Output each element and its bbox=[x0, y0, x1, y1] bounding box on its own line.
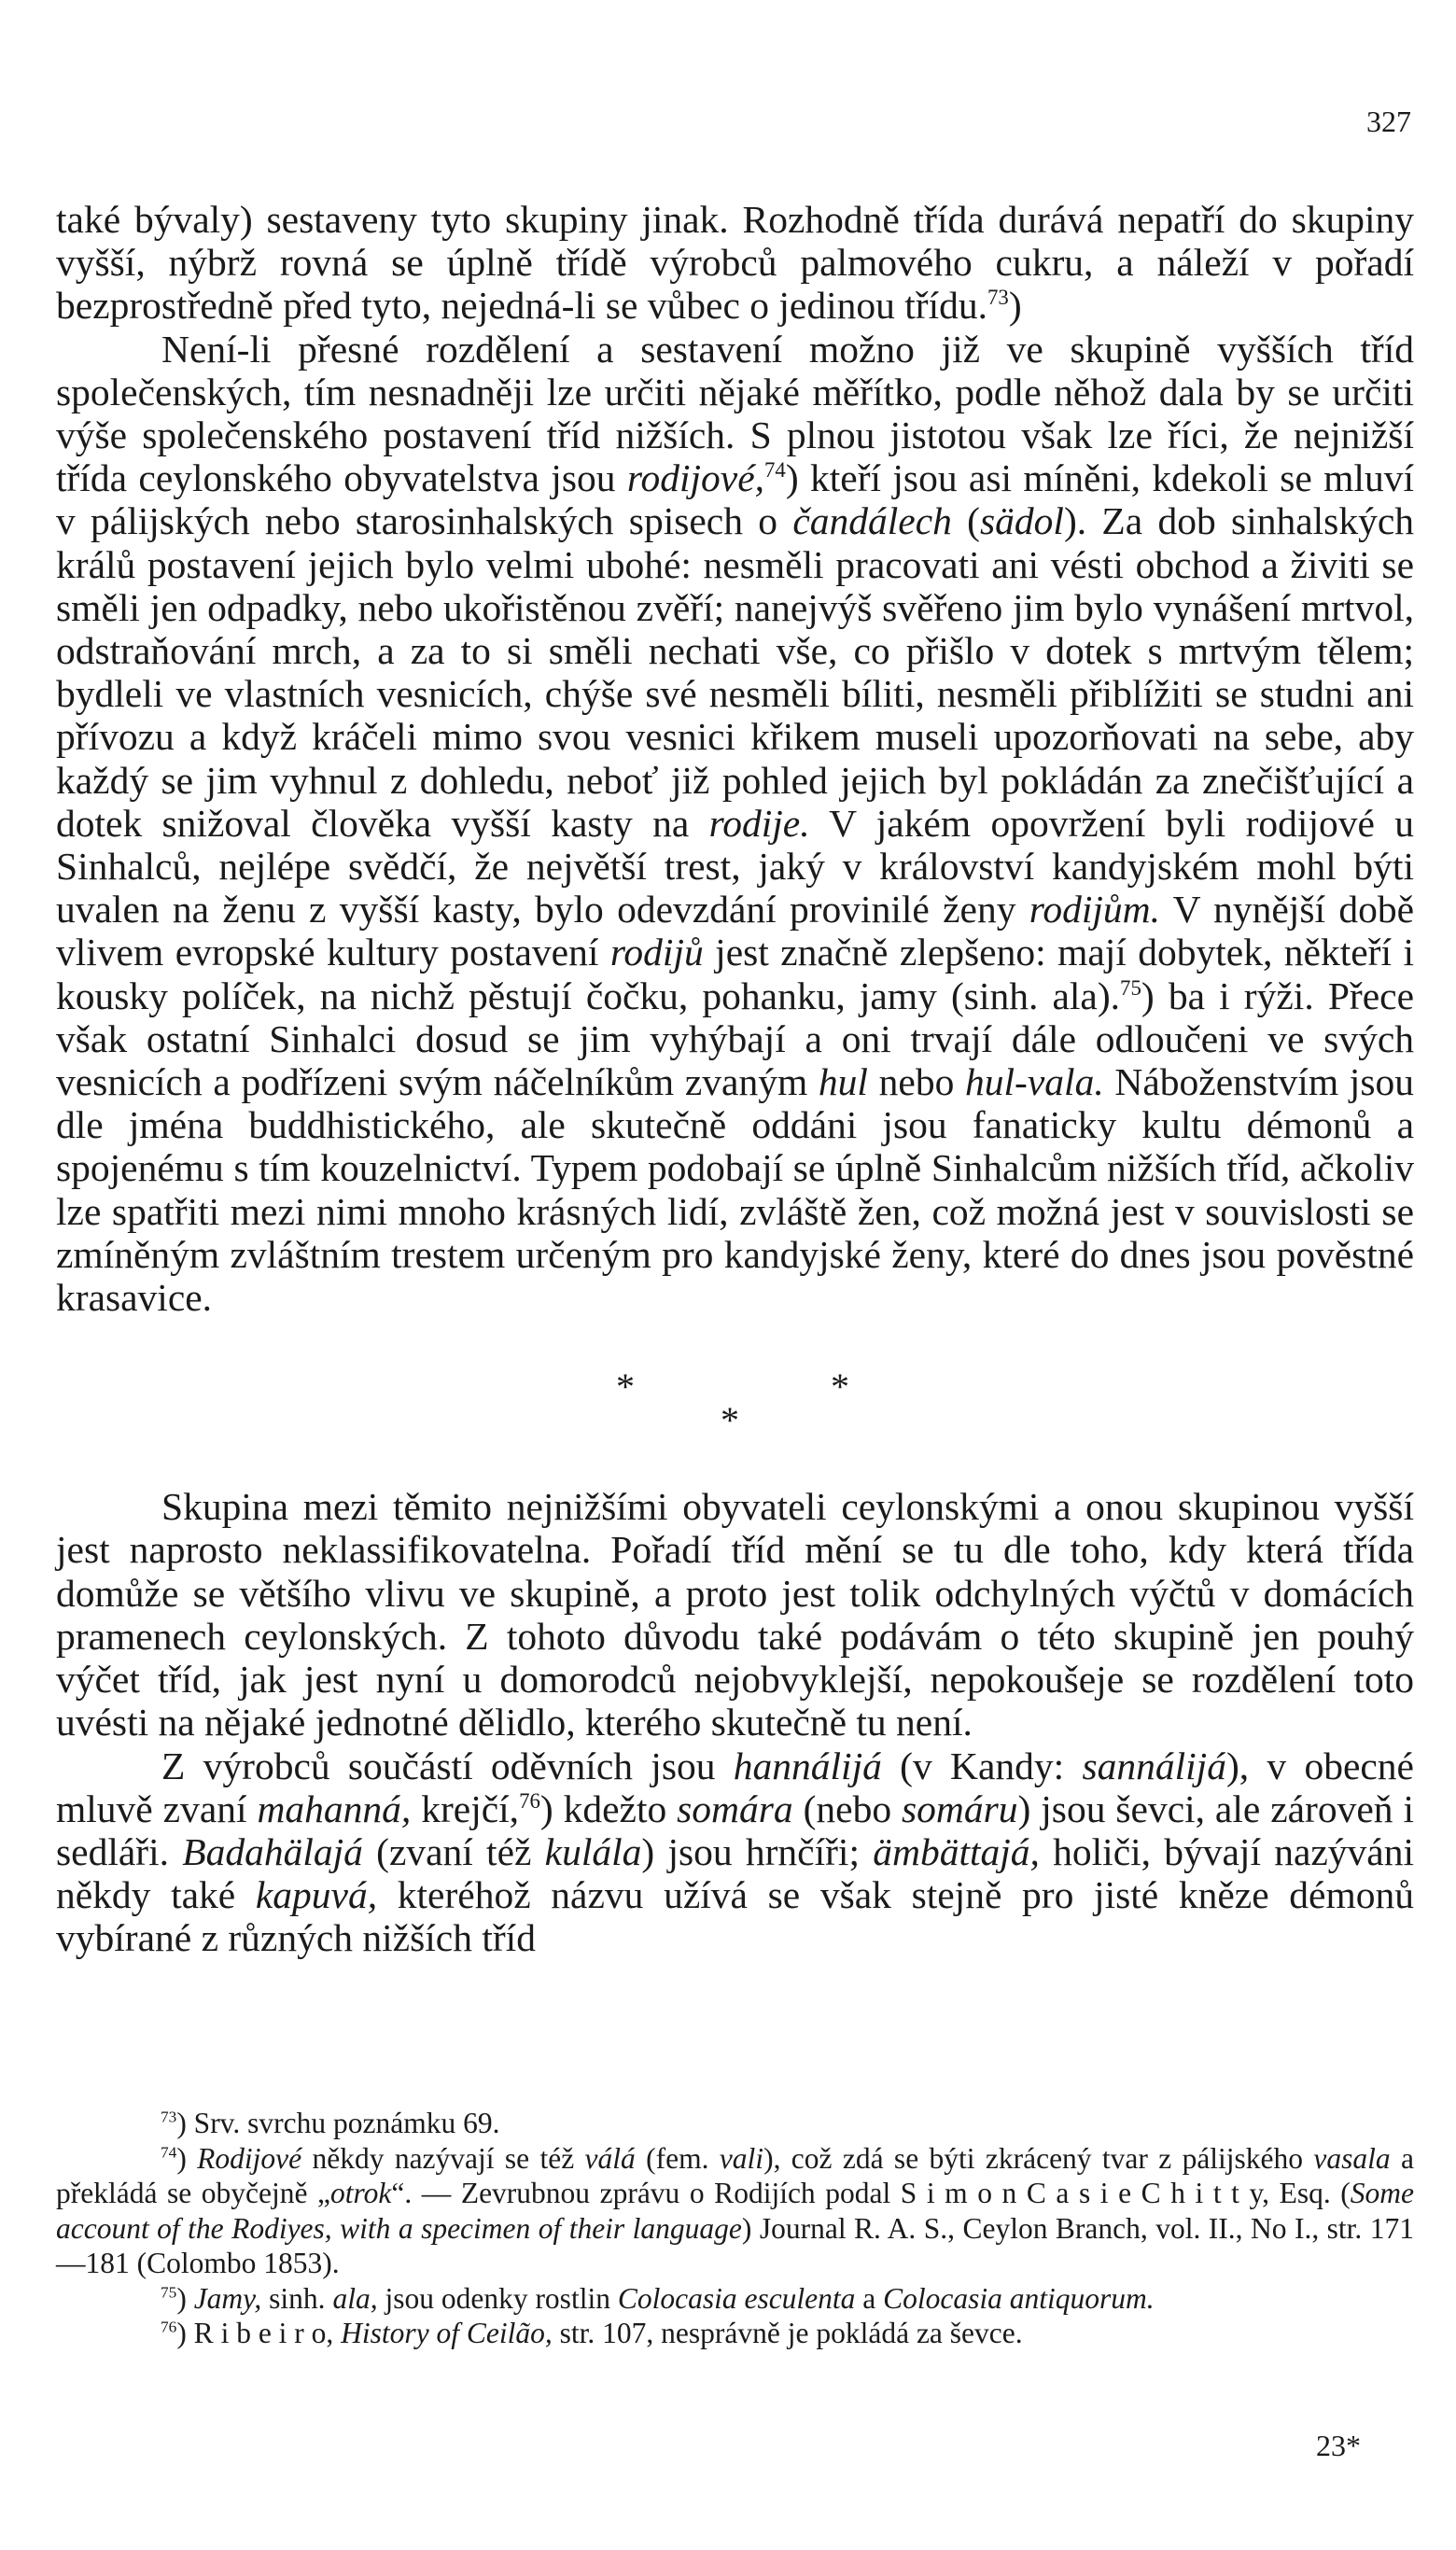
footnote bbox=[56, 2141, 1414, 2281]
text-run: ) Journal R. A. S., Ceylon Branch, vol. II., No I., str. 171—181 (Colombo 1853). bbox=[56, 2211, 1414, 2279]
text-run: krejčí, bbox=[411, 1786, 520, 1830]
footnote-ref: 75 bbox=[161, 2283, 177, 2301]
italic-term: rodije. bbox=[708, 801, 810, 845]
footnotes bbox=[56, 2106, 1414, 2351]
text-run: ), v obecné mluvě zvaní bbox=[56, 1744, 1414, 1830]
italic-term: rodijům. bbox=[1029, 888, 1161, 932]
body-text bbox=[56, 198, 1414, 1960]
text-run: Není-li přesné rozdělení a sestavení možno již ve skupině vyšších tříd společenských, tím nesnadněji lze určiti nějaké měřítko, podle něhož dala by se určiti výše společenského postavení tříd nižších. S plnou jistotou však lze říci, že nejnižší třída ceylonského obyvatelstva jsou bbox=[56, 327, 1414, 500]
text-run: ) jsou ševci, ale zároveň i sedláři. bbox=[56, 1786, 1414, 1873]
text-run: a překládá se obyčejně „ bbox=[56, 2141, 1414, 2209]
text-run: ) R i b e i r o, bbox=[176, 2317, 342, 2349]
footnote-ref: 75 bbox=[1120, 975, 1141, 1000]
italic-term: Some account of the Rodiyes, with a specimen of their language bbox=[56, 2177, 1414, 2245]
italic-term: kapuvá, bbox=[255, 1873, 378, 1917]
signature-mark: 23* bbox=[1316, 2429, 1361, 2462]
footnote-ref: 76 bbox=[161, 2318, 177, 2336]
italic-term: kulála bbox=[544, 1829, 642, 1873]
text-run: Náboženstvím jsou dle jména buddhistického, ale skutečně oddáni jsou fanaticky kultu démonů a spojenému s tím kouzelnictví. Typem podobají se úplně Sinhalcům nižších tříd, ačkoliv lze spatřiti mezi nimi mnoho krásných lidí, zvláště žen, což možná jest v souvislosti se zmíněným zvláštním trestem určeným pro kandyjské ženy, které do dnes jsou pověstné krasavice. bbox=[56, 1060, 1414, 1320]
text-run: ) bbox=[176, 2281, 194, 2315]
text-run: str. 107, nesprávně je pokládá za ševce. bbox=[552, 2317, 1023, 2349]
italic-term: sädol bbox=[980, 499, 1064, 543]
text-run: sinh. bbox=[261, 2281, 333, 2315]
italic-term: ala, bbox=[332, 2281, 378, 2315]
italic-term: Colocasia esculenta bbox=[617, 2281, 856, 2315]
text-run: ), což zdá se býti zkrácený tvar z pálijského bbox=[763, 2141, 1314, 2175]
footnote-ref: 74 bbox=[764, 458, 786, 483]
italic-term: válá bbox=[584, 2141, 636, 2175]
paragraph bbox=[56, 198, 1414, 328]
text-run: (v Kandy: bbox=[881, 1744, 1083, 1787]
text-run: jest značně zlepšeno: mají dobytek, někteří i kousky políček, na nichž pěstují čočku, pohanku, jamy (sinh. ala). bbox=[56, 931, 1414, 1017]
italic-term: somáru bbox=[902, 1786, 1018, 1830]
text-run: ) kteří jsou asi míněni, kdekoli se mluví v pálijských nebo starosinhalských spisech o bbox=[56, 456, 1414, 543]
section-separator bbox=[56, 1345, 1414, 1466]
footnote-ref: 73 bbox=[987, 286, 1009, 310]
italic-term: mahanná, bbox=[257, 1786, 412, 1830]
footnote bbox=[56, 2316, 1414, 2351]
footnote-ref: 74 bbox=[161, 2143, 177, 2161]
text-run: ( bbox=[951, 499, 980, 543]
italic-term: vasala bbox=[1313, 2141, 1391, 2175]
paragraph bbox=[56, 1744, 1414, 1960]
text-run: V nynější době vlivem evropské kultury postavení bbox=[56, 888, 1414, 974]
text-run: (fem. bbox=[635, 2141, 720, 2175]
italic-term: sannálijá bbox=[1082, 1744, 1226, 1787]
text-run: nebo bbox=[867, 1060, 966, 1104]
text-run: (nebo bbox=[792, 1786, 903, 1830]
paragraph bbox=[56, 328, 1414, 1320]
italic-term: hul bbox=[818, 1060, 868, 1104]
text-run: také bývaly) sestaveny tyto skupiny jinak. Rozhodně třída durává nepatří do skupiny vyšší, nýbrž rovná se úplně třídě výrobců palmového cukru, a náleží v pořadí bezprostředně před tyto, nejedná-li se vůbec o jedinou třídu. bbox=[56, 198, 1414, 328]
italic-term: otrok bbox=[330, 2177, 392, 2209]
italic-term: rodijové, bbox=[626, 456, 764, 500]
italic-term: Rodijové bbox=[197, 2141, 302, 2175]
text-run: “. — Zevrubnou zprávu o Rodijích podal S i m o n C a s i e C h i t t y, Esq. ( bbox=[391, 2177, 1351, 2209]
text-run: ) kdežto bbox=[539, 1786, 678, 1830]
text-run: ) bbox=[176, 2141, 198, 2175]
italic-term: Badahälajá bbox=[182, 1829, 363, 1873]
text-run: Skupina mezi těmito nejnižšími obyvateli ceylonskými a onou skupinou vyšší jest naprosto neklassifikovatelna. Pořadí tříd mění se tu dle toho, kdy která třída domůže se většího vlivu ve skupině, a proto jest tolik odchylných výčtů v domácích pramenech ceylonských. Z tohoto důvodu také podávám o této skupině jen pouhý výčet tříd, jak jest nyní u domorodců nejobvyklejší, nepokoušeje se rozdělení toto uvésti na nějaké jednotné dělidlo, kterého skutečně tu není. bbox=[56, 1485, 1414, 1744]
text-run: jsou odenky rostlin bbox=[377, 2281, 618, 2315]
separator-asterisk: * bbox=[721, 1399, 739, 1442]
text-run: někdy nazývají se též bbox=[301, 2141, 585, 2175]
italic-term: History of Ceilão, bbox=[341, 2317, 553, 2349]
separator-asterisk: * bbox=[616, 1366, 635, 1408]
paragraph bbox=[56, 1485, 1414, 1744]
italic-term: rodijů bbox=[609, 931, 704, 974]
text-run: ) Srv. svrchu poznámku 69. bbox=[176, 2107, 500, 2139]
separator-asterisk: * bbox=[831, 1366, 849, 1408]
text-run: kteréhož názvu užívá se však stejně pro jisté kněze démonů vybírané z různých nižších tříd bbox=[56, 1873, 1414, 1960]
text-run: a bbox=[855, 2281, 884, 2315]
footnote bbox=[56, 2281, 1414, 2317]
italic-term: Colocasia antiquorum. bbox=[883, 2281, 1155, 2315]
text-run: ) jsou hrnčíři; bbox=[641, 1829, 874, 1873]
text-run: Z výrobců součástí oděvních jsou bbox=[161, 1744, 734, 1787]
text-run: (zvaní též bbox=[362, 1829, 545, 1873]
footnote-ref: 76 bbox=[519, 1788, 540, 1813]
footnote bbox=[56, 2106, 1414, 2141]
italic-term: Jamy, bbox=[193, 2281, 262, 2315]
italic-term: čandálech bbox=[792, 499, 952, 543]
italic-term: hul-vala. bbox=[965, 1060, 1104, 1104]
text-run: holiči, bývají nazýváni někdy také bbox=[56, 1829, 1415, 1917]
italic-term: vali bbox=[719, 2141, 764, 2175]
italic-term: hannálijá bbox=[733, 1744, 882, 1787]
text-run: ). Za dob sinhalských králů postavení jejich bylo velmi ubohé: nesměli pracovati ani vésti obchod a živiti se směli jen odpadky, nebo ukořistěnou zvěří; nanejvýš svěřeno jim bylo vynášení mrtvol, odstraňování mrch, a za to si směli nechati vše, co přišlo v dotek s mrtvým tělem; bydleli ve vlastních vesnicích, chýše své nesměli bíliti, nesměli přiblížiti se studni ani přívozu a když kráčeli mimo svou vesnici křikem museli upozorňovati na sebe, aby každý se jim vyhnul z dohledu, neboť již pohled jejich byl pokládán za znečišťující a dotek snižoval člověka vyšší kasty na bbox=[56, 499, 1414, 845]
page-number: 327 bbox=[1366, 105, 1411, 138]
text-run: ) ba i rýži. Přece však ostatní Sinhalci dosud se jim vyhýbají a oni trvají dále odloučeni ve svých vesnicích a podřízeni svým náčelníkům zvaným bbox=[56, 974, 1414, 1104]
text-run: ) bbox=[1008, 284, 1022, 328]
footnote-ref: 73 bbox=[161, 2108, 177, 2126]
text-run: V jakém opovržení byli rodijové u Sinhalců, nejlépe svědčí, že největší trest, jaký v království kandyjském mohl býti uvalen na ženu z vyšší kasty, bylo odevzdání provinilé ženy bbox=[56, 801, 1414, 932]
italic-term: ämbättajá, bbox=[873, 1829, 1040, 1873]
italic-term: somára bbox=[677, 1786, 793, 1830]
